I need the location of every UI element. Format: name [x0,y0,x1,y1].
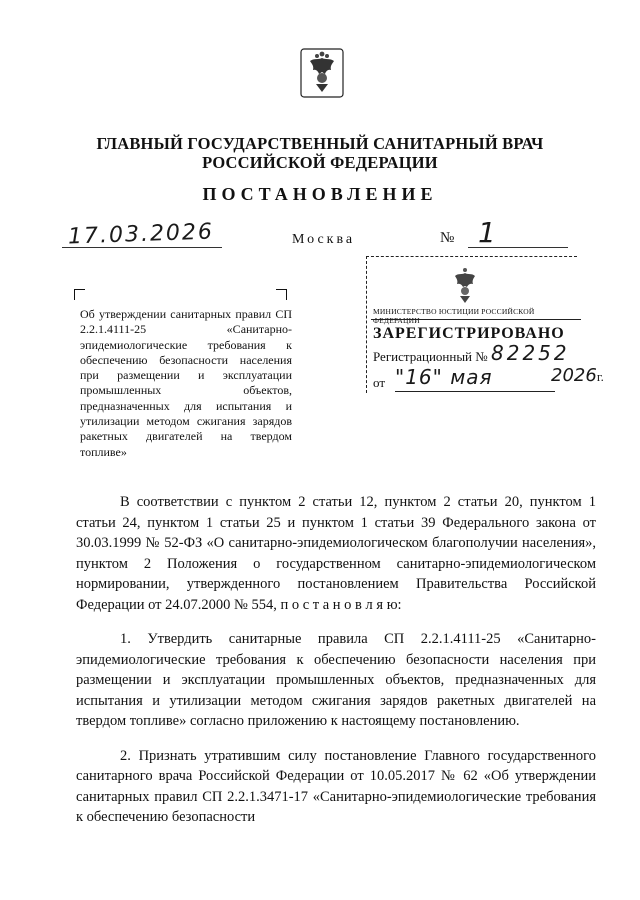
russian-coat-of-arms-icon [300,48,344,98]
stamp-year-value: 2026 [551,365,597,386]
stamp-year-suffix: г. [596,369,604,384]
date-underline [62,247,222,248]
paragraph-item-2: 2. Признать утратившим силу постановление Главного государственного санитарного врача Российской Федерации от 10.05.2017 № 62 «Об утверждении санитарных правил СП 2.2.1.3471-17 «Санитарно-эпидемиологические требования к обеспечению безопасности [76,747,596,825]
subject-bracket-right [276,289,287,300]
stamp-date-underline [395,391,555,392]
registration-stamp [366,256,604,393]
document-date-handwritten: 17.03.2026 [67,219,215,250]
stamp-coat-of-arms-icon [447,265,483,305]
stamp-reg-number-handwritten: 82252 [491,341,570,365]
stamp-divider [371,319,581,320]
document-subject: Об утверждении санитарных правил СП 2.2.1.4111-25 «Санитарно-эпидемиологические требования к обеспечению безопасности населения при размещении и эксплуатации промышленных объектов, предназначенных для испытания и утилизации методом сжигания зарядов ракетных двигателей на твердом топливе» [80,307,292,459]
document-body [76,492,596,828]
city: Москва [292,232,356,247]
organization-title-line2: РОССИЙСКОЙ ФЕДЕРАЦИИ [202,153,438,172]
stamp-date-handwritten: "16" мая [395,365,493,389]
document-type: ПОСТАНОВЛЕНИЕ [202,184,438,204]
organization-title [0,134,640,172]
stamp-reg-number-label: Регистрационный № [373,349,488,364]
stamp-year-handwritten [551,365,604,386]
paragraph-preamble: В соответствии с пунктом 2 статьи 12, пунктом 2 статьи 20, пунктом 1 статьи 24, пунктом 1 статьи 25 и пунктом 1 статьи 39 Федерального закона от 30.03.1999 № 52-ФЗ «О санитарно-эпидемиологическом благополучии населения», пунктом 2 Положения о государственном санитарно-эпидемиологическом нормировании, утвержденного постановлением Правительства Российской Федерации от 24.07.2000 № 554, п о с т а н о в л я ю: [76,494,596,613]
number-label: № [440,230,455,246]
document-number-handwritten: 1 [478,216,498,249]
stamp-registered: ЗАРЕГИСТРИРОВАНО [373,325,565,342]
organization-title-line1: ГЛАВНЫЙ ГОСУДАРСТВЕННЫЙ САНИТАРНЫЙ ВРАЧ [96,134,544,153]
stamp-ministry: МИНИСТЕРСТВО ЮСТИЦИИ РОССИЙСКОЙ ФЕДЕРАЦИИ [373,307,535,325]
stamp-from-label: от [373,375,386,390]
subject-bracket-left [74,289,85,300]
paragraph-item-1: 1. Утвердить санитарные правила СП 2.2.1.4111-25 «Санитарно-эпидемиологические требования к обеспечению безопасности населения при размещении и эксплуатации промышленных объектов, предназначенных для испытания и утилизации методом сжигания зарядов ракетных двигателей на твердом топливе» согласно приложению к настоящему постановлению. [76,631,596,729]
